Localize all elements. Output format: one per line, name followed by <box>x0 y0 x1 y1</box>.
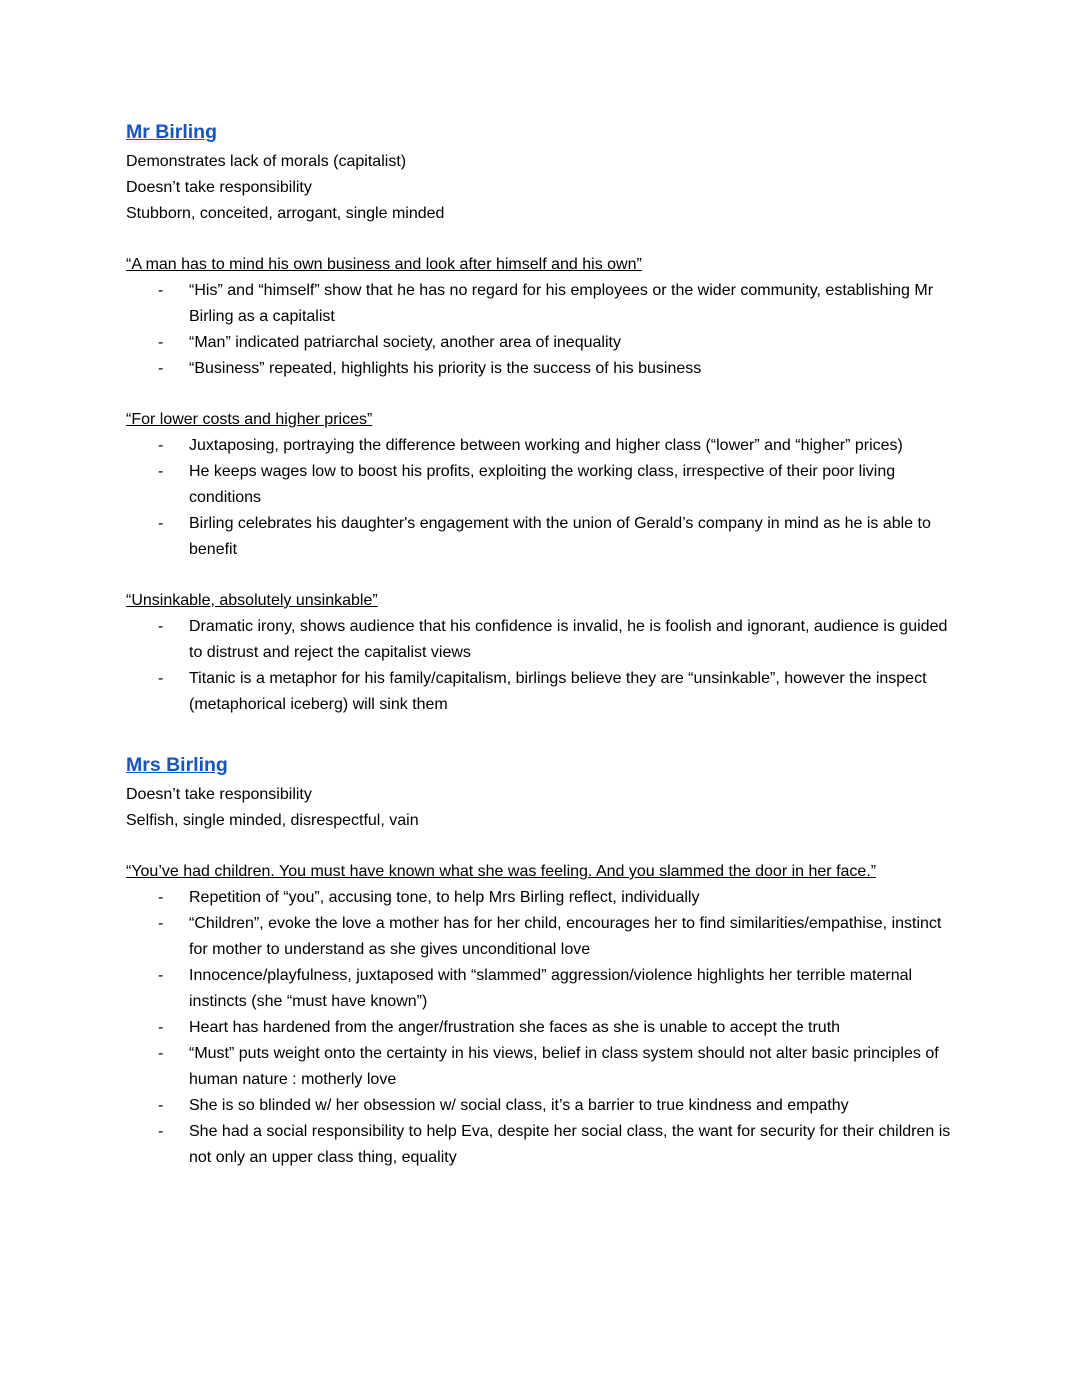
bullet-dash: - <box>158 282 164 299</box>
analysis-point <box>126 1015 958 1041</box>
analysis-point-text: “His” and “himself” show that he has no regard for his employees or the wider community, establishing Mr Birling as a capitalist <box>189 282 934 325</box>
analysis-point-text: “Business” repeated, highlights his priority is the success of his business <box>189 360 702 377</box>
trait-line: Doesn’t take responsibility <box>126 179 312 196</box>
bullet-dash: - <box>158 1045 164 1062</box>
analysis-point-text: He keeps wages low to boost his profits, exploiting the working class, irrespective of their poor living conditions <box>189 463 896 506</box>
analysis-point-text: “Man” indicated patriarchal society, another area of inequality <box>189 334 621 351</box>
bullet-dash: - <box>158 967 164 984</box>
quote-blocks <box>126 252 958 718</box>
quote-block <box>126 252 958 382</box>
trait-list <box>126 782 958 834</box>
character-section <box>126 118 958 718</box>
analysis-points <box>126 885 958 1171</box>
quote-block <box>126 407 958 563</box>
section-heading: Mr Birling <box>126 121 217 143</box>
analysis-point <box>126 459 958 511</box>
quote-text: “Unsinkable, absolutely unsinkable” <box>126 592 378 609</box>
trait-line: Doesn’t take responsibility <box>126 786 312 803</box>
analysis-point <box>126 278 958 330</box>
analysis-point-text: “Must” puts weight onto the certainty in his views, belief in class system should not alter basic principles of human nature : motherly love <box>189 1045 939 1088</box>
analysis-point-text: Innocence/playfulness, juxtaposed with “slammed” aggression/violence highlights her terrible maternal instincts (she “must have known”) <box>189 967 913 1010</box>
bullet-dash: - <box>158 334 164 351</box>
analysis-point <box>126 911 958 963</box>
analysis-point <box>126 330 958 356</box>
analysis-point <box>126 1093 958 1119</box>
analysis-point <box>126 433 958 459</box>
analysis-points <box>126 278 958 382</box>
analysis-points <box>126 433 958 563</box>
quote-text: “For lower costs and higher prices” <box>126 411 373 428</box>
bullet-dash: - <box>158 670 164 687</box>
analysis-point-text: “Children”, evoke the love a mother has for her child, encourages her to find similarities/empathise, instinct for mother to understand as she gives unconditional love <box>189 915 942 958</box>
analysis-point-text: Dramatic irony, shows audience that his confidence is invalid, he is foolish and ignorant, audience is guided to distrust and reject the capitalist views <box>189 618 948 661</box>
analysis-point <box>126 511 958 563</box>
bullet-dash: - <box>158 515 164 532</box>
character-section <box>126 751 958 1171</box>
bullet-dash: - <box>158 360 164 377</box>
analysis-point <box>126 356 958 382</box>
section-heading: Mrs Birling <box>126 754 228 776</box>
bullet-dash: - <box>158 1019 164 1036</box>
trait-list <box>126 149 958 227</box>
bullet-dash: - <box>158 463 164 480</box>
quote-blocks <box>126 859 958 1171</box>
bullet-dash: - <box>158 618 164 635</box>
trait-line: Stubborn, conceited, arrogant, single minded <box>126 205 445 222</box>
bullet-dash: - <box>158 437 164 454</box>
analysis-point-text: Birling celebrates his daughter's engagement with the union of Gerald’s company in mind as he is able to benefit <box>189 515 931 558</box>
analysis-point <box>126 1041 958 1093</box>
analysis-points <box>126 614 958 718</box>
quote-block <box>126 859 958 1171</box>
analysis-point-text: She had a social responsibility to help Eva, despite her social class, the want for security for their children is not only an upper class thing, equality <box>189 1123 951 1166</box>
analysis-point-text: Repetition of “you”, accusing tone, to help Mrs Birling reflect, individually <box>189 889 700 906</box>
analysis-point-text: Juxtaposing, portraying the difference between working and higher class (“lower” and “higher” prices) <box>189 437 903 454</box>
analysis-point-text: Titanic is a metaphor for his family/capitalism, birlings believe they are “unsinkable”, however the inspect (metaphorical iceberg) will sink them <box>189 670 927 713</box>
analysis-point <box>126 614 958 666</box>
analysis-point <box>126 666 958 718</box>
quote-block <box>126 588 958 718</box>
quote-text: “You’ve had children. You must have known what she was feeling. And you slammed the door in her face.” <box>126 863 877 880</box>
analysis-point <box>126 963 958 1015</box>
bullet-dash: - <box>158 889 164 906</box>
analysis-point <box>126 885 958 911</box>
trait-line: Selfish, single minded, disrespectful, vain <box>126 812 419 829</box>
bullet-dash: - <box>158 1097 164 1114</box>
trait-line: Demonstrates lack of morals (capitalist) <box>126 153 407 170</box>
analysis-point-text: She is so blinded w/ her obsession w/ social class, it’s a barrier to true kindness and empathy <box>189 1097 849 1114</box>
quote-text: “A man has to mind his own business and look after himself and his own” <box>126 256 642 273</box>
bullet-dash: - <box>158 915 164 932</box>
bullet-dash: - <box>158 1123 164 1140</box>
analysis-point <box>126 1119 958 1171</box>
analysis-point-text: Heart has hardened from the anger/frustration she faces as she is unable to accept the truth <box>189 1019 841 1036</box>
